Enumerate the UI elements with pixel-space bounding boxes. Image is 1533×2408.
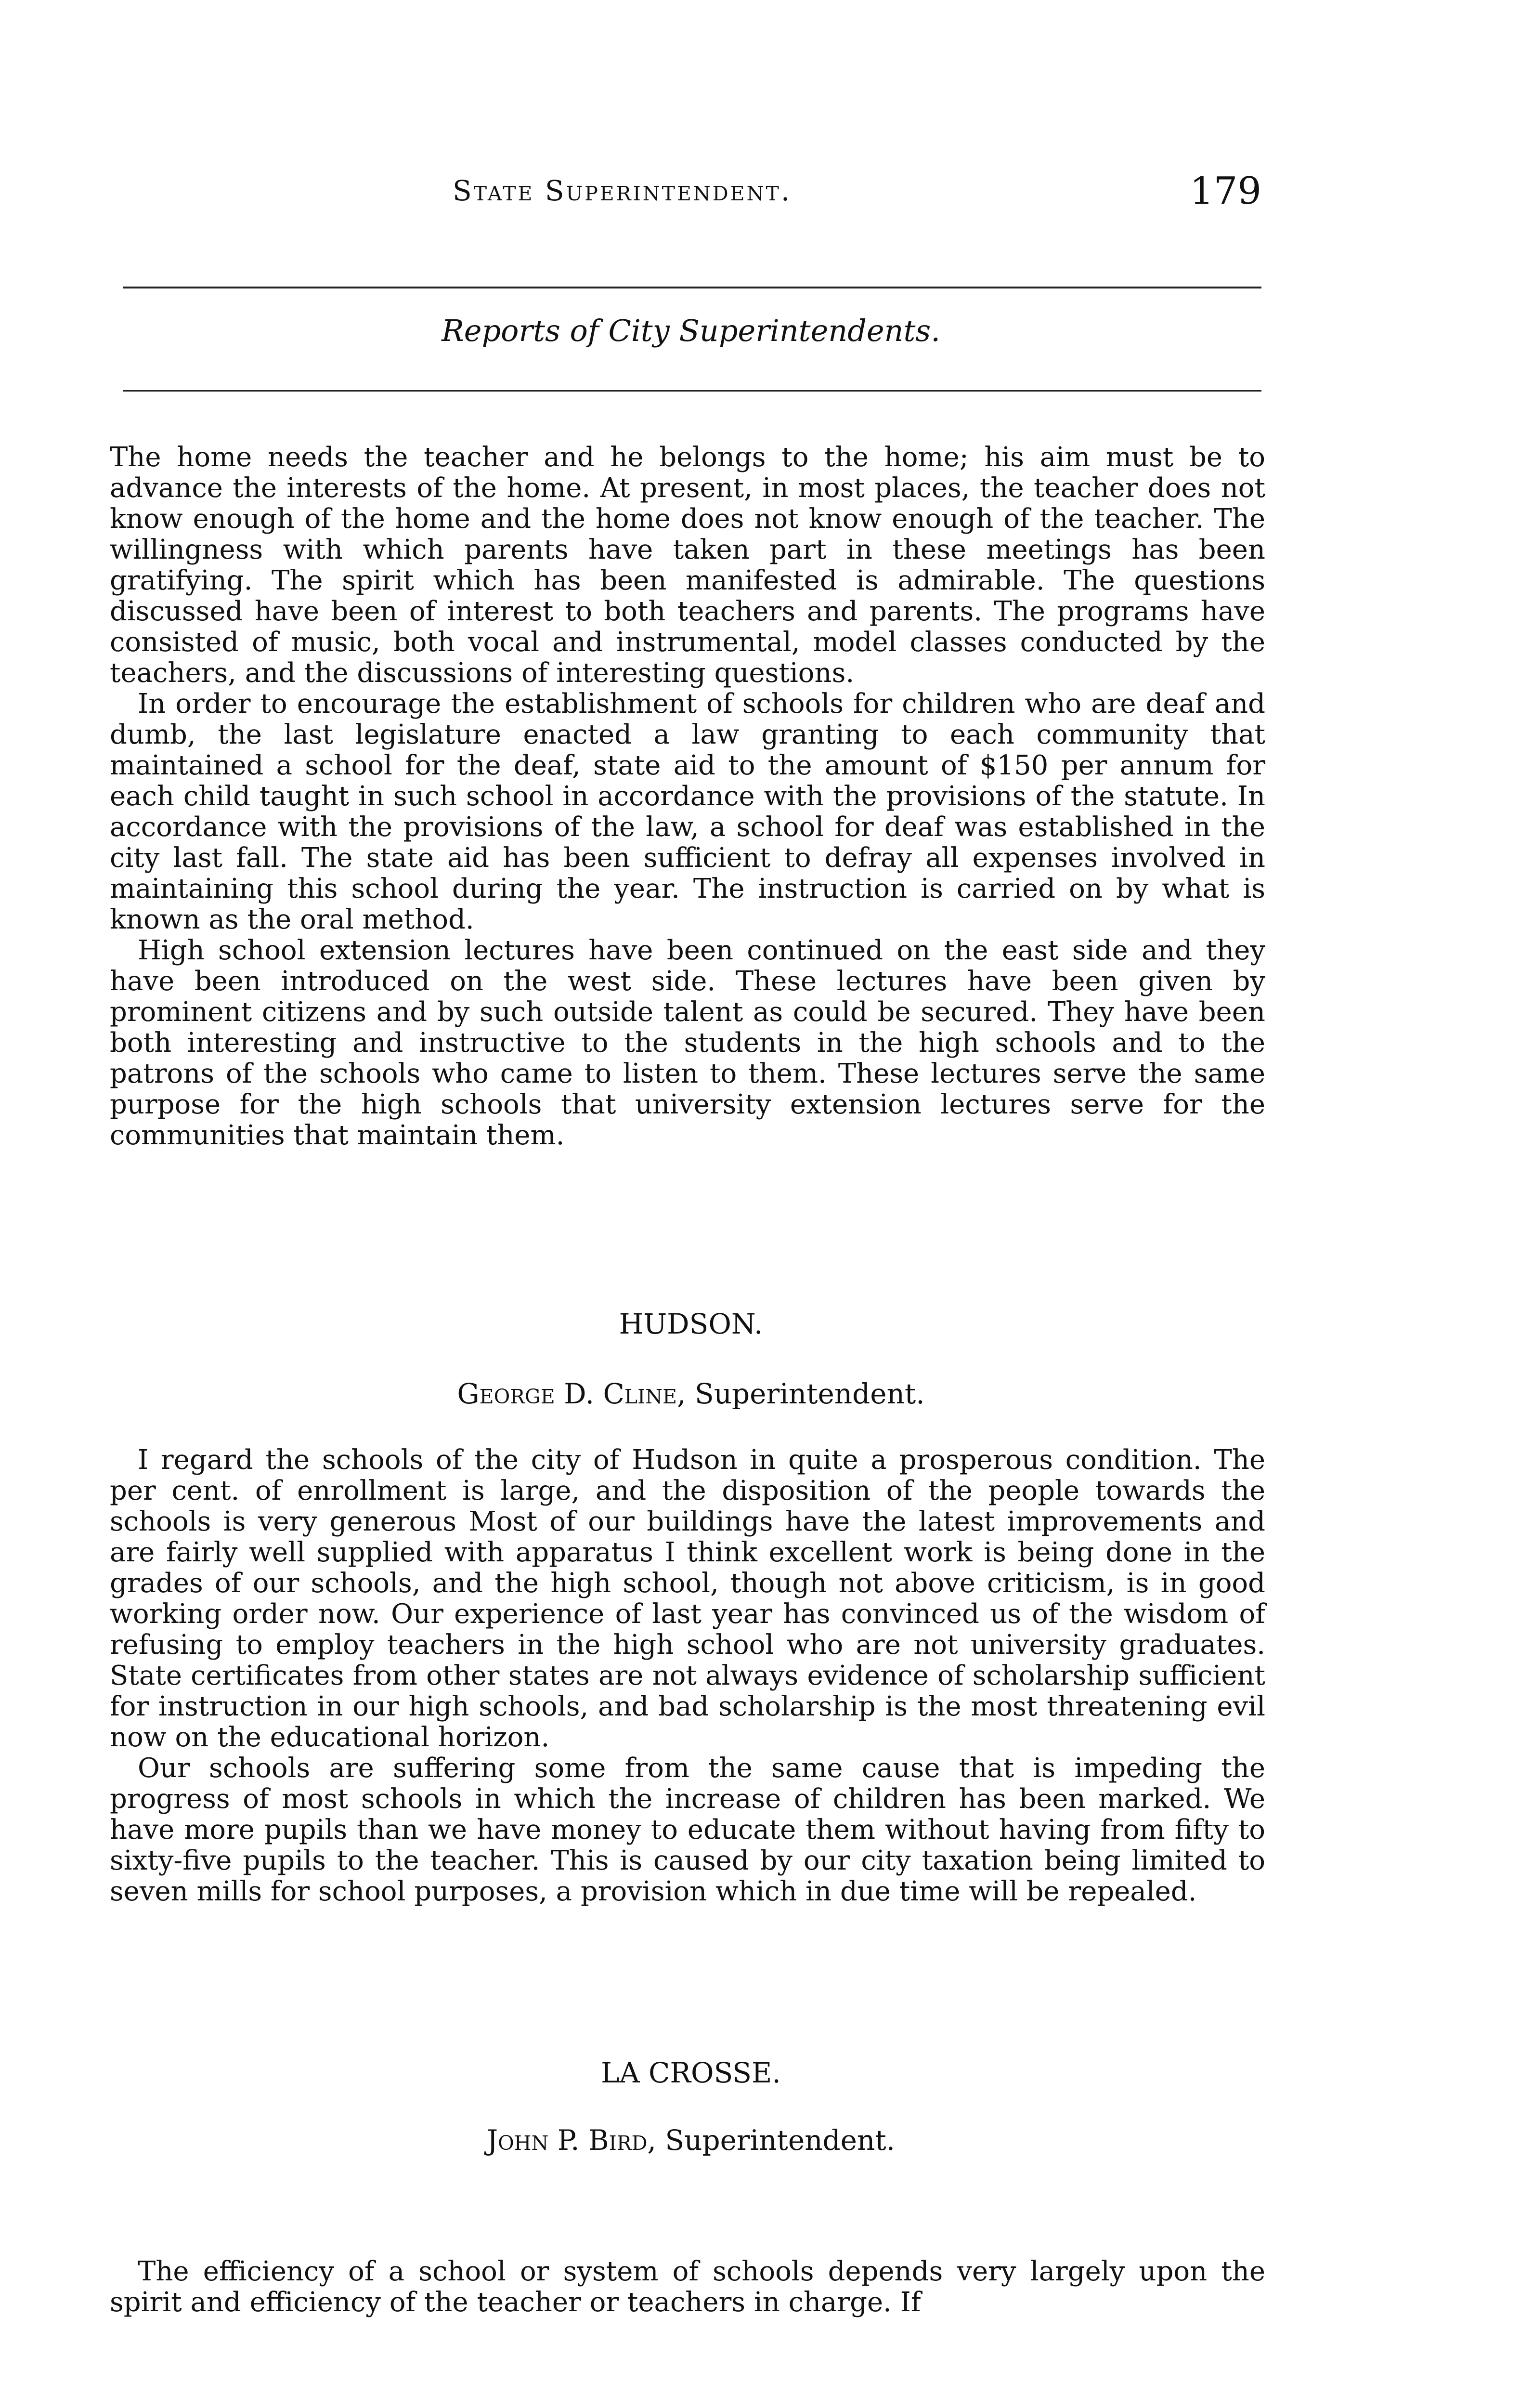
superintendent-name: John P. Bird [486,2124,648,2157]
superintendent-title: , Superintendent. [647,2124,896,2157]
lacrosse-report-text [110,2256,1265,2318]
paragraph: The efficiency of a school or system of schools depends very largely upon the spirit and efficiency of the teacher or teachers in charge. If [110,2256,1265,2318]
page-number: 179 [1190,170,1261,213]
hudson-report-text [110,1445,1265,1907]
paragraph: Our schools are suffering some from the same cause that is impeding the progress of most schools in which the increase of children has been marked. We have more pupils than we have money to educate them without having from fifty to sixty-five pupils to the teacher. This is caused by our city taxation being limited to seven mills for school purposes, a provision which in due time will be repealed. [110,1753,1265,1907]
lacrosse-heading: LA CROSSE. [601,2056,781,2089]
running-head [120,170,1261,222]
paragraph: I regard the schools of the city of Hudson in quite a prosperous condition. The per cent. of enrollment is large, and the disposition of the people towards the schools is very generous Most of our buildings have the latest improvements and are fairly well supplied with apparatus I think excellent work is being done in the grades of our schools, and the high school, though not above criticism, is in good working order now. Our experience of last year has convinced us of the wisdom of refusing to employ teachers in the high school who are not university graduates. State certificates from other states are not always evidence of scholarship sufficient for instruction in our high schools, and bad scholarship is the most threatening evil now on the educational horizon. [110,1444,1265,1753]
section-title: Reports of City Superintendents. [442,313,940,348]
top-rule [123,287,1261,288]
hudson-superintendent-line [120,1377,1261,1410]
paragraph: In order to encourage the establishment of schools for children who are deaf and dumb, the last legislature enacted a law granting to each community that maintained a school for the deaf, state aid to the amount of $150 per annum for each child taught in such school in accordance with the provisions of the statute. In accordance with the provisions of the law, a school for deaf was established in the city last fall. The state aid has been sufficient to defray all expenses involved in maintaining this school during the year. The instruction is carried on by what is known as the oral method. [110,688,1265,935]
hudson-heading: HUDSON. [619,1308,763,1340]
paragraph: High school extension lectures have been continued on the east side and they have been introduced on the west side. These lectures have been given by prominent citizens and by such outside talent as could be secured. They have been both interesting and instructive to the students in the high schools and to the patrons of the schools who came to listen to them. These lectures serve the same purpose for the high schools that university extension lectures serve for the communities that maintain them. [110,935,1265,1151]
superintendent-title: , Superintendent. [677,1377,925,1410]
body-text-continuation [110,442,1265,1151]
paragraph: The home needs the teacher and he belongs to the home; his aim must be to advance the interests of the home. At present, in most places, the teacher does not know enough of the home and the home does not know enough of the teacher. The willingness with which parents have taken part in these meetings has been gratifying. The spirit which has been manifested is admirable. The questions discussed have been of interest to both teachers and parents. The programs have consisted of music, both vocal and instrumental, model classes conducted by the teachers, and the discussions of interesting questions. [110,442,1265,689]
superintendent-name: George D. Cline [457,1377,677,1410]
lacrosse-superintendent-line [120,2124,1261,2157]
bottom-rule [123,390,1261,392]
running-title: State Superintendent. [453,174,792,207]
